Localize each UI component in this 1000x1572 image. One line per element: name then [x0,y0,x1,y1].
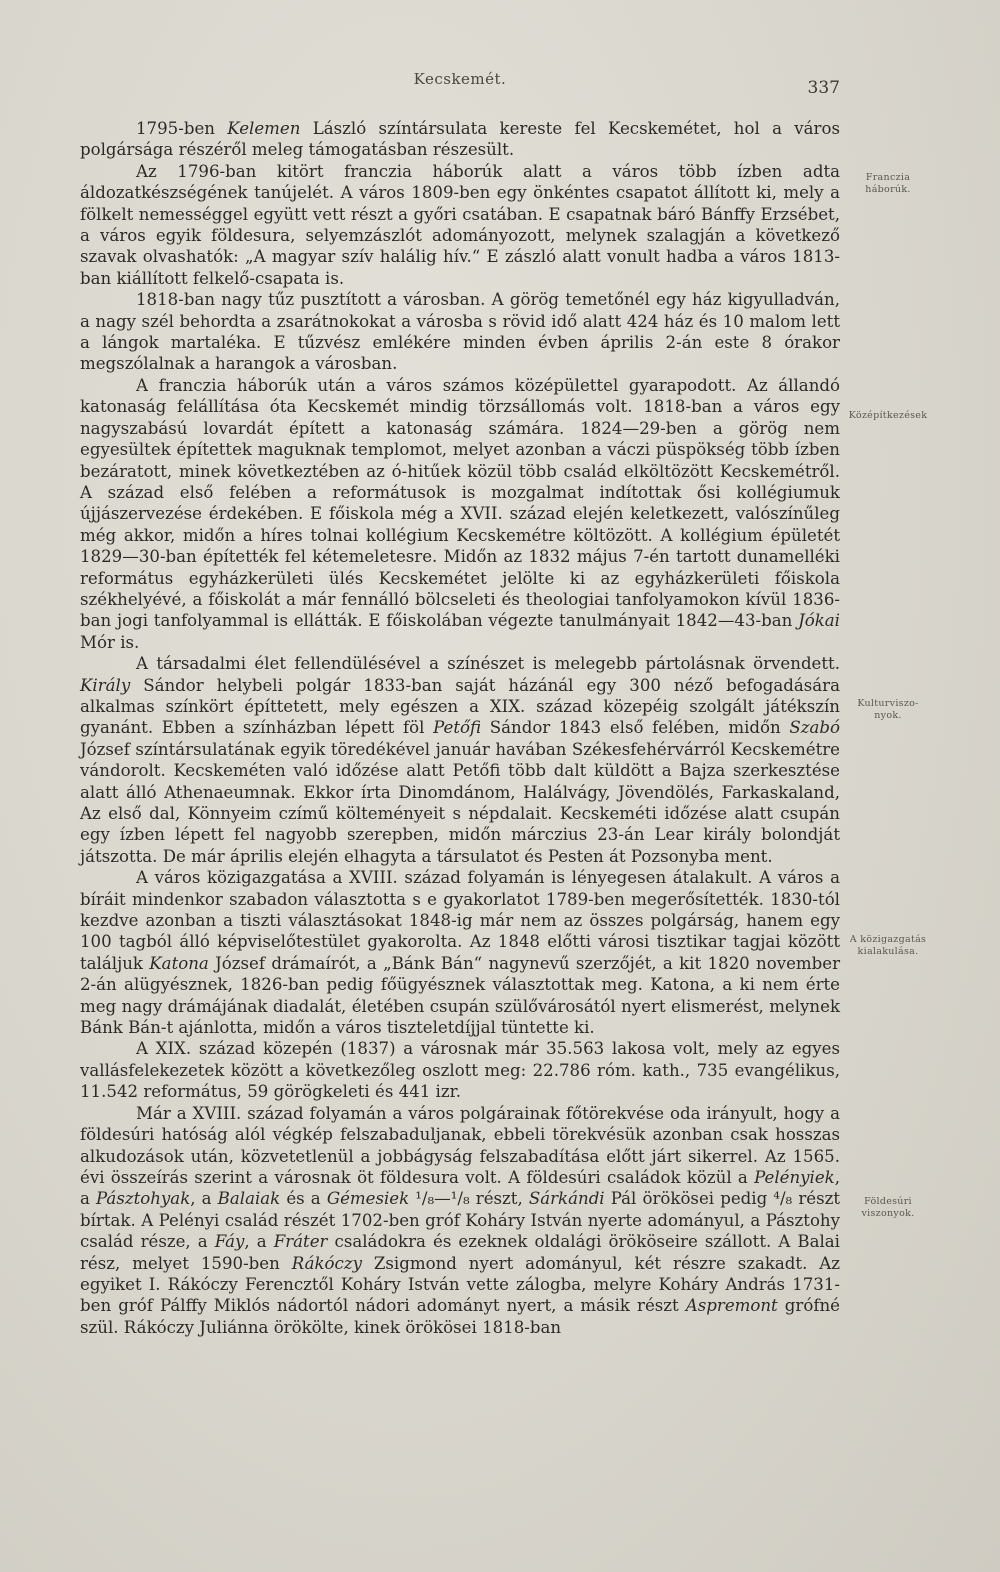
paragraph [80,1038,840,1102]
text-run: Zsigmond nyert adományul, két részre szakadt. Az egyiket I. Rákóczy Ferencztől Koháry István vette zálogba, melyre Koháry András 1731-ben gróf Pálffy Miklós nádortól nádori adományt nyert, a másik részt [80,1253,840,1316]
margin-note-line: A közigazgatás [849,934,927,945]
text-run: A franczia háborúk után a város számos középülettel gyarapodott. Az állandó katonaság felállítása óta Kecskemét mindig törzsállomás volt. 1818-ban a város egy nagyszabású lovardát épített a katonaság számára. 1824—29-ben a görög nem egyesültek építettek maguknak templomot, melyet azonban a váczi püspökség több ízben bezáratott, minek következtében az ó-hitűek közül több család elköltözött Kecskemétről. A század első felében a reformátusok is mozgalmat indítottak ősi kollégiumuk újjászervezése érdekében. E főiskola még a XVII. század elején keletkezett, valószínűleg még akkor, midőn a híres tolnai kollégium Kecskemétre költözött. A kollégium épületét 1829—30-ban építették fel kétemeletesre. Midőn az 1832 május 7-én tartott dunamelléki református egyházkerületi ülés Kecskemétet jelölte ki az egyházkerületi főiskola székhelyévé, a főiskolát a már fennálló bölcseleti és theologiai tanfolyamokon kívül 1836-ban jogi tanfolyammal is ellátták. E főiskolában végezte tanulmányait 1842—43-ban [80,375,840,631]
italic-name: Rákóczy [291,1253,362,1273]
text-run: Már a XVIII. század folyamán a város polgárainak főtörekvése oda irányult, hogy a földesúri hatóság alól végkép felszabaduljanak, ebbeli törekvésük azonban csak hosszas alkudozások után, közvetetlenül a jobbágyság felszabadítása előtt járt sikerrel. Az 1565. évi összeírás szerint a városnak öt földesura volt. A földesúri családok közül a [80,1103,840,1187]
running-head [80,70,840,100]
margin-note-line: Középítkezések [848,410,928,421]
paragraph [80,1103,840,1338]
text-run: , a [190,1189,218,1209]
text-run: , a [244,1232,274,1252]
text-run: , a [80,1167,840,1209]
italic-name: Sárkándi [528,1189,605,1209]
italic-name: Pelényiek [754,1167,835,1187]
margin-note-line: háborúk. [865,184,911,195]
paragraph [80,653,840,867]
margin-note-line: Földesúri [864,1196,912,1207]
italic-name: Szabó [789,718,840,738]
italic-name: Jókai [798,611,840,631]
running-title: Kecskemét. [413,70,507,88]
text-run: László színtársulata kereste fel Kecskemétet, hol a város polgársága részéről meleg támogatásban részesült. [80,119,840,160]
text-run: Pál örökösei pedig ⁴/₈ részt bírtak. A Pelényi család részét 1702-ben gróf Koháry István nyerte adományul, a Pásztohy család része, a [80,1189,840,1252]
text-run: grófné szül. Rákóczy Juliánna örökölte, kinek örökösei 1818-ban [80,1296,840,1337]
text-run: Az 1796-ban kitört franczia háborúk alatt a város több ízben adta áldozatkészségének tanújelét. A város 1809-ben egy önkéntes csapatot állított ki, mely a fölkelt nemességgel együtt vett részt a győri csatában. E csapatnak báró Bánffy Erzsébet, a város egyik földesura, selyemzászlót adományozott, melynek szalagján a következő szavak olvashatók: „A magyar szív halálig hív.“ E zászló alatt vonult hadba a város 1813-ban kiállított felkelő-csapata is. [80,161,840,288]
italic-name: Fáy [214,1232,245,1252]
italic-name: Petőfi [433,718,482,738]
paragraph [80,118,840,161]
text-run: Sándor helybeli polgár 1833-ban saját házánál egy 300 néző befogadására alkalmas színkört építtetett, mely egészen a XIX. század közepéig szolgált játékszín gyanánt. Ebben a színházban lépett föl [80,675,840,738]
margin-note-line: Franczia [865,172,911,183]
italic-name: Gémesiek [326,1189,410,1209]
margin-note-line: Kulturviszo- [857,698,919,709]
page-number: 337 [807,78,840,98]
text-run: A társadalmi élet fellendülésével a színészet is melegebb pártolásnak örvendett. [136,654,840,674]
margin-note-kozigazgatas [832,934,944,958]
italic-name: Katona [149,953,209,973]
margin-note-line: nyok. [874,710,902,721]
italic-name: Balaiak [217,1189,281,1209]
text-run: Sándor 1843 első felében, midőn [481,718,790,738]
text-run: Mór is. [80,632,140,652]
text-run: A város közigazgatása a XVIII. század folyamán is lényegesen átalakult. A város a bíráit mindenkor szabadon választotta s e gyakorlatot 1789-ben megerősítették. 1830-tól kezdve azonban a tiszti választásokat 1848-ig már nem az összes polgárság, hanem egy 100 tagból álló képviselőtestület gyakorolta. Az 1848 előtti városi tisztikar tagjai között találjuk [80,868,840,973]
text-run: József drámaírót, a „Bánk Bán“ nagynevű szerzőjét, a kit 1820 november 2-án alügyésznek, 1826-ban pedig főügyésznek választottak meg. Katona, a ki nem érte meg nagy drámájának diadalát, életében csupán szülővárosától nyert elismerést, melynek Bánk Bán-t ajánlotta, midőn a város tiszteletdíjjal tüntette ki. [80,953,840,1038]
margin-note-foldesuri-viszonyok [832,1196,944,1220]
text-run: 1818-ban nagy tűz pusztított a városban. A görög temetőnél egy ház kigyulladván, a nagy szél behordta a zsarátnokokat a városba s rövid idő alatt 424 ház és 10 malom lett a lángok martaléka. E tűzvész emlékére minden évben április 2-án este 8 órakor megszólalnak a harangok a városban. [80,290,840,374]
text-run: József színtársulatának egyik töredékével január havában Székesfehérvárról Kecskemétre vándorolt. Kecskeméten való időzése alatt Petőfi több dalt küldött a Bajza szerkesztése alatt álló Athenaeumnak. Ekkor írta Dinomdánom, Halálvágy, Jövendölés, Farkaskaland, Az első dal, Könnyeim czímű költeményeit s népdalait. Kecskeméti időzése alatt csupán egy ízben lépett fel nagyobb szerepben, midőn márczius 23-án Lear király bolondját játszotta. De már április elején elhagyta a társulatot és Pesten át Pozsonyba ment. [80,739,840,866]
text-run: családokra és ezeknek oldalági örököseire szállott. A Balai rész, melyet 1590-ben [80,1232,840,1273]
italic-name: Kelemen [227,119,301,138]
margin-note-kulturviszonyok [832,698,944,722]
paragraph [80,161,840,289]
italic-name: Aspremont [685,1296,778,1316]
margin-note-line: kialakulása. [857,946,919,957]
margin-note-line: viszonyok. [861,1208,915,1219]
text-run: és a [280,1189,327,1209]
italic-name: Fráter [273,1232,328,1252]
italic-name: Király [80,675,131,695]
margin-note-kozepitkezesek [832,410,944,422]
body-text [80,118,840,1338]
paragraph [80,375,840,653]
text-run: A XIX. század közepén (1837) a városnak már 35.563 lakosa volt, mely az egyes vallásfelekezetek között a következőleg oszlott meg: 22.786 róm. kath., 735 evangélikus, 11.542 református, 59 görögkeleti és 441 izr. [80,1039,840,1102]
margin-note-franczia-haboruk [832,172,944,196]
italic-name: Pásztohyak [96,1189,191,1209]
paragraph [80,289,840,375]
text-run: ¹/₈—¹/₈ részt, [409,1189,529,1209]
paragraph [80,867,840,1038]
text-run: 1795-ben [136,119,228,138]
